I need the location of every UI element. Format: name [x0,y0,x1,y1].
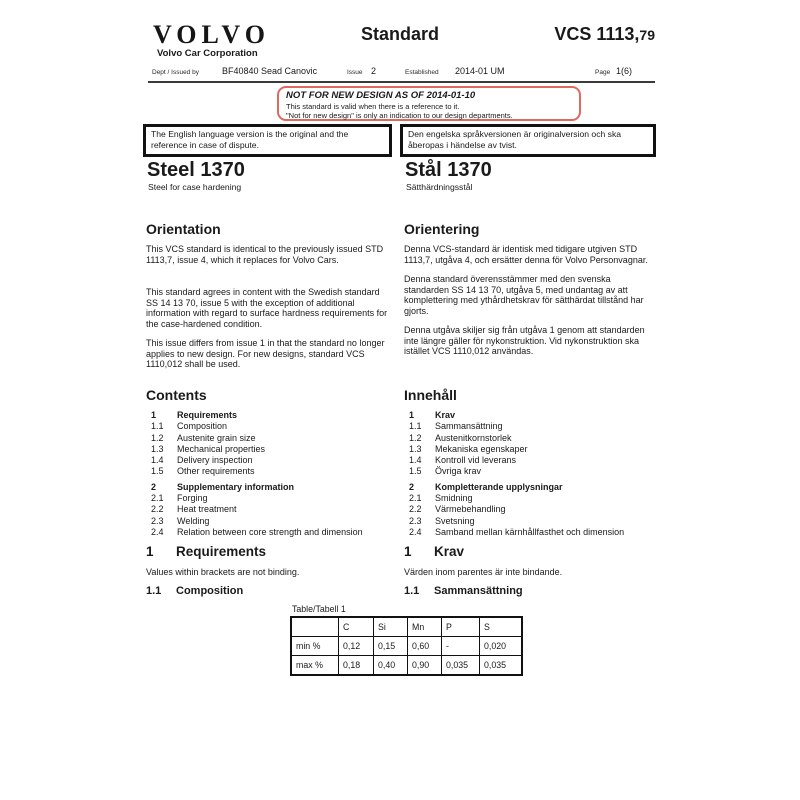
issue-value: 2 [371,66,377,76]
composition-heading-sv: 1.1 Sammansättning [404,585,523,597]
table-row [291,637,522,656]
requirements-section-sv [404,544,657,577]
toc-item: 1.1 Composition [151,421,228,432]
toc-item: 1.4 Delivery inspection [151,455,253,466]
orientation-paragraph: Denna VCS-standard är identisk med tidigare utgiven STD 1113,7, utgåva 4, och ersätter denna för Volvo Personvagnar. [404,244,648,265]
contents-section-sv [404,387,657,538]
table-cell: 0,035 [442,656,480,676]
toc-item: 2.3 Svetsning [409,515,475,526]
toc-item: 1.2 Austenite grain size [151,432,256,443]
orientation-section-sv [404,221,657,366]
document-number-suffix: 79 [639,27,655,43]
toc-item: 1 Krav [409,410,456,420]
table-row [291,656,522,676]
established-value: 2014-01 UM [455,66,505,76]
contents-heading-sv: Innehåll [404,387,457,403]
table-header-cell: P [442,617,480,637]
orientation-paragraph: Denna utgåva skiljer sig från utgåva 1 genom att standarden inte längre gäller för nykonstruktion. Vid nykonstruktion ska istället VCS 1110,012 användas. [404,325,645,356]
toc-item: 2.4 Samband mellan kärnhållfasthet och dimension [409,526,625,537]
composition-heading-en: 1.1 Composition [146,585,244,597]
toc-item: 2.2 Heat treatment [151,504,237,515]
orientation-paragraph: This standard agrees in content with the Swedish standard SS 14 13 70, issue 5 with the exception of additional information with regard to surface hardness requirements for the case-hardened condition. [146,287,388,329]
notice-line-2: "Not for new design" is only an indication to our design departments. [286,111,513,120]
toc-item: 2.4 Relation between core strength and dimension [151,526,363,537]
toc-item: 2 Supplementary information [151,481,295,492]
requirements-section-en [146,544,394,577]
notice-line-1: This standard is valid when there is a reference to it. [286,102,460,111]
document-type-title: Standard [360,24,439,44]
table-cell: 0,60 [408,637,442,656]
page-label: Page [595,69,611,76]
document-number [500,24,655,45]
toc-item: 1.3 Mekaniska egenskaper [409,443,528,454]
table-cell: 0,12 [339,637,374,656]
toc-item: 2.1 Smidning [409,493,473,504]
table-row-label: min % [291,637,339,656]
contents-list-en [146,410,394,538]
toc-item: 1.2 Austenitkornstorlek [409,432,512,443]
established-label: Established [405,69,439,76]
requirements-heading-sv: 1 Krav [404,544,465,559]
page-value: 1(6) [616,66,633,76]
header-divider [148,81,655,83]
orientation-heading-en: Orientation [146,221,221,237]
dept-issued-by-value: BF40840 Sead Canovic [222,66,318,76]
table-cell: 0,020 [480,637,523,656]
table-header-row [291,617,522,637]
toc-item: 1.4 Kontroll vid leverans [409,455,517,466]
orientation-section-en [146,221,394,379]
orientation-paragraph: This issue differs from issue 1 in that the standard no longer applies to new design. For new designs, standard VCS 1110,012 shall be used. [146,338,385,369]
table-cell: 0,18 [339,656,374,676]
not-for-new-design-notice [277,86,581,121]
language-note-english: The English language version is the original and the reference in case of dispute. [143,124,392,157]
table-header-cell [291,617,339,637]
orientation-heading-sv: Orientering [404,221,480,237]
product-title-sv: Stål 1370 [405,159,492,181]
table-header-cell: S [480,617,523,637]
table-caption: Table/Tabell 1 [292,604,346,614]
toc-item: 1.5 Övriga krav [409,466,482,477]
product-subtitle-sv: Sätthärdningsstål [406,182,473,192]
table-row-label: max % [291,656,339,676]
table-cell: 0,40 [374,656,408,676]
table-header-cell: Mn [408,617,442,637]
issue-label: Issue [347,69,363,76]
toc-item: 2.1 Forging [151,493,208,504]
contents-heading-en: Contents [146,387,207,403]
notice-title: NOT FOR NEW DESIGN AS OF 2014-01-10 [286,90,476,101]
product-title-en: Steel 1370 [147,159,245,181]
dept-issued-by-label: Dept / Issued by [152,69,199,76]
table-header-cell: C [339,617,374,637]
requirements-heading-en: 1 Requirements [146,544,267,559]
company-name: Volvo Car Corporation [157,48,258,59]
requirements-note-en: Values within brackets are not binding. [146,567,300,577]
contents-section-en [146,387,394,538]
toc-item: 2.3 Welding [151,515,210,526]
toc-item: 1.5 Other requirements [151,466,255,477]
language-note-swedish: Den engelska språkversionen är originalversion och ska åberopas i händelse av tvist. [400,124,656,157]
orientation-paragraph: Denna standard överensstämmer med den svenska standarden SS 14 13 70, utgåva 5, med undantag av att komplettering med ythårdhetskrav för sätthärdat tillstånd har gjorts. [404,274,644,316]
toc-item: 1.3 Mechanical properties [151,443,266,454]
document-number-main: VCS 1113, [554,24,640,44]
requirements-note-sv: Värden inom parentes är inte bindande. [404,567,563,577]
table-cell: 0,90 [408,656,442,676]
contents-list-sv [404,410,657,538]
table-cell: 0,15 [374,637,408,656]
product-subtitle-en: Steel for case hardening [148,182,242,192]
table-header-cell: Si [374,617,408,637]
table-cell: - [442,637,480,656]
table-cell: 0,035 [480,656,523,676]
toc-item: 1 Requirements [151,410,238,420]
orientation-paragraph: This VCS standard is identical to the previously issued STD 1113,7, issue 4, which it replaces for Volvo Cars. [146,244,384,265]
toc-item: 2.2 Värmebehandling [409,504,506,515]
composition-table [290,616,523,676]
volvo-logo: VOLVO [153,20,270,49]
toc-item: 1.1 Sammansättning [409,421,503,432]
toc-item: 2 Kompletterande upplysningar [409,481,563,492]
